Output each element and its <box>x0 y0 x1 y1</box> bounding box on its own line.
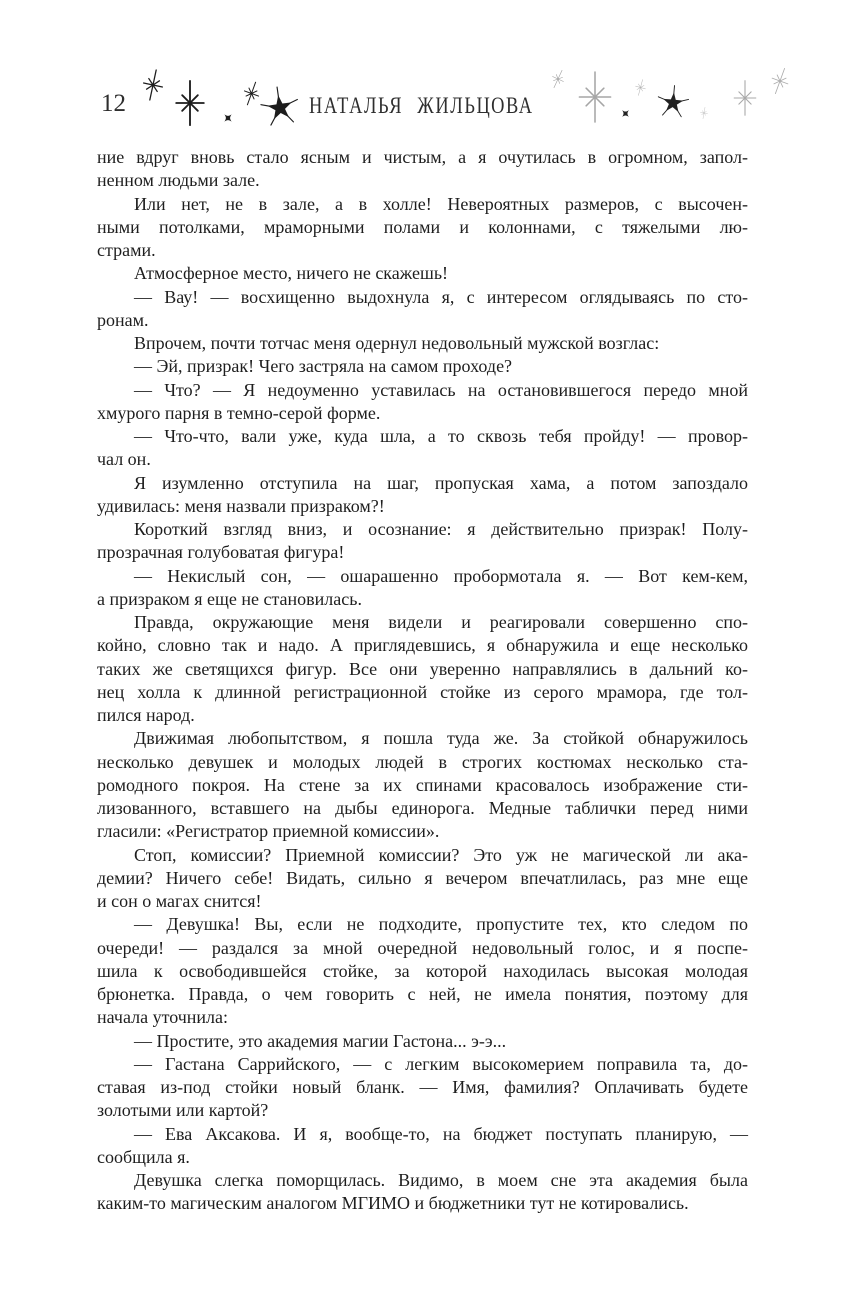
text-line: Короткий взгляд вниз, и осознание: я действительно призрак! Полу- <box>134 519 748 539</box>
paragraph <box>97 425 748 472</box>
text-line: лизованного, вставшего на дыбы единорога. Медные таблички перед ними <box>97 798 748 818</box>
paragraph <box>97 1030 748 1053</box>
text-line: — Эй, призрак! Чего застряла на самом проходе? <box>134 356 513 377</box>
text-line: брюнетка. Правда, о чем говорить с ней, не имела понятия, поэтому для <box>97 984 748 1004</box>
text-line: — Что? — Я недоуменно уставилась на остановившегося передо мной <box>134 379 748 400</box>
asterisk-star-icon <box>569 61 621 133</box>
paragraph <box>97 611 748 727</box>
running-title: НАТАЛЬЯ ЖИЛЬЦОВА <box>309 93 534 118</box>
text-line: удивилась: меня назвали призраком?! <box>97 495 385 516</box>
paragraph <box>97 332 748 355</box>
text-line: ние вдруг вновь стало ясным и чистым, а я очутилась в огромном, запол- <box>97 147 748 167</box>
text-line: очереди! — раздался за мной очередной недовольный голос, и я поспе- <box>97 937 748 958</box>
text-line: койно, словно так и надо. А приглядевшись, я обнаружила и еще несколько <box>97 635 748 656</box>
text-line: сообщила я. <box>97 1146 190 1167</box>
text-line: хмурого парня в темно-серой форме. <box>97 402 381 423</box>
text-line: несколько девушек и молодых людей в строгих костюмах несколько ста- <box>97 751 748 772</box>
five-point-star-icon <box>254 82 306 134</box>
text-line: шила к освободившейся стойке, за которой находилась высокая молодая <box>97 960 748 981</box>
sparkle-diamond-icon <box>216 106 240 130</box>
paragraph <box>97 355 748 378</box>
paragraph <box>97 379 748 426</box>
asterisk-star-icon <box>545 66 572 93</box>
text-line: — Вау! — восхищенно выдохнула я, с интересом оглядываясь по сто- <box>134 286 748 307</box>
paragraph <box>97 472 748 519</box>
text-line: Или нет, не в зале, а в холле! Невероятных размеров, с высочен- <box>134 193 748 214</box>
text-line: пился народ. <box>97 705 195 725</box>
text-line: Девушка слегка поморщилась. Видимо, в моем сне эта академия была <box>134 1170 748 1190</box>
text-line: — Ева Аксакова. И я, вообще-то, на бюджет поступать планирую, — <box>134 1123 748 1144</box>
text-line: Атмосферное место, ничего не скажешь! <box>134 263 449 284</box>
paragraph <box>97 1169 748 1216</box>
paragraph <box>97 193 748 263</box>
text-line: гласили: «Регистратор приемной комиссии». <box>97 821 440 842</box>
asterisk-star-icon <box>167 72 213 134</box>
text-line: — Простите, это академия магии Гастона... э-э... <box>134 1030 507 1051</box>
text-line: страми. <box>97 240 156 260</box>
paragraph <box>97 727 748 843</box>
paragraph <box>97 565 748 612</box>
text-line: нец холла к длинной регистрационной стойке из серого мрамора, где тол- <box>97 681 748 702</box>
paragraph <box>97 262 748 285</box>
asterisk-star-icon <box>697 106 711 120</box>
text-line: Стоп, комиссии? Приемной комиссии? Это уж не магической ли ака- <box>134 844 748 865</box>
text-line: Правда, окружающие меня видели и реагировали совершенно спо- <box>134 612 748 632</box>
asterisk-star-icon <box>762 63 798 99</box>
paragraph <box>97 518 748 565</box>
asterisk-star-icon <box>629 76 650 99</box>
text-line: чал он. <box>97 449 151 470</box>
text-line: ными потолками, мраморными полами и колоннами, с тяжелыми лю- <box>97 216 748 237</box>
paragraph <box>97 913 748 1029</box>
text-line: начала уточнила: <box>97 1007 229 1028</box>
text-line: Впрочем, почти тотчас меня одернул недовольный мужской возглас: <box>134 333 660 353</box>
text-line: и сон о магах снится! <box>97 891 262 911</box>
page-number: 12 <box>101 90 126 117</box>
text-line: прозрачная голубоватая фигура! <box>97 542 345 563</box>
text-line: — Гастана Саррийского, — с легким высокомерием поправила та, до- <box>134 1053 748 1074</box>
text-line: — Некислый сон, — ошарашенно пробормотала я. — Вот кем-кем, <box>134 565 748 586</box>
text-line: золотыми или картой? <box>97 1100 269 1121</box>
paragraph <box>97 1123 748 1170</box>
text-line: — Что-что, вали уже, куда шла, а то сквозь тебя пройду! — провор- <box>134 426 748 446</box>
text-line: ставая из-под стойки новый бланк. — Имя, фамилия? Оплачивать будете <box>97 1077 748 1097</box>
paragraph <box>97 1053 748 1123</box>
text-line: а призраком я еще не становилась. <box>97 588 362 609</box>
paragraph <box>97 844 748 914</box>
text-line: демии? Ничего себе! Видать, сильно я вечером впечатлилась, раз мне еще <box>97 867 748 888</box>
paragraph <box>97 286 748 333</box>
five-point-star-icon <box>652 82 693 123</box>
text-line: каким-то магическим аналогом МГИМО и бюджетники тут не котировались. <box>97 1193 689 1214</box>
text-line: Я изумленно отступила на шаг, пропуская хама, а потом запоздало <box>134 472 748 493</box>
text-line: ромодного покроя. На стене за их спинами красовалось изображение сти- <box>97 774 748 795</box>
text-line: ненном людьми зале. <box>97 170 260 191</box>
paragraph <box>97 146 748 193</box>
asterisk-star-icon <box>727 75 763 121</box>
text-line: таких же светящихся фигур. Все они уверенно направлялись в дальний ко- <box>97 658 748 679</box>
page-text-block <box>97 146 748 1216</box>
text-line: ронам. <box>97 309 149 330</box>
text-line: Движимая любопытством, я пошла туда же. За стойкой обнаружилось <box>134 728 748 749</box>
text-line: — Девушка! Вы, если не подходите, пропустите тех, кто следом по <box>134 914 748 935</box>
